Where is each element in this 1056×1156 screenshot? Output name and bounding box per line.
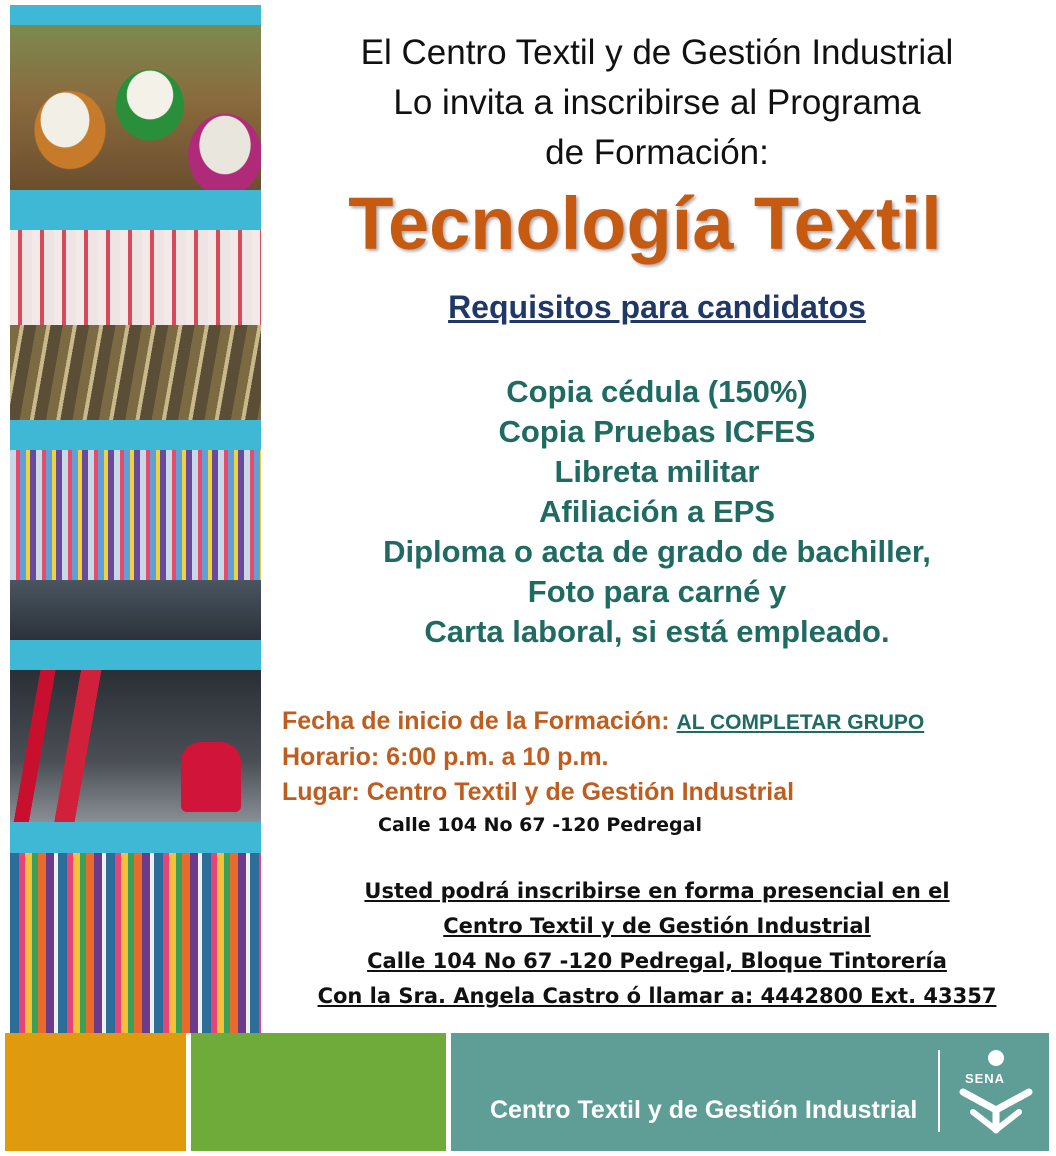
requirement-item: Afiliación a EPS bbox=[538, 494, 775, 529]
registration-line-3: Calle 104 No 67 -120 Pedregal, Bloque Tintorería bbox=[367, 949, 947, 973]
footer-divider bbox=[938, 1050, 940, 1132]
dyeing-plant-photo bbox=[10, 670, 261, 822]
program-details bbox=[282, 704, 924, 810]
footer-orange-block bbox=[5, 1033, 186, 1151]
intro-line-2: Lo invita a inscribirse al Programa bbox=[393, 83, 921, 122]
schedule: Horario: 6:00 p.m. a 10 p.m. bbox=[282, 743, 609, 771]
requirement-item: Libreta militar bbox=[554, 454, 760, 489]
intro-line-1: El Centro Textil y de Gestión Industrial bbox=[360, 33, 954, 72]
intro-line-3: de Formación: bbox=[545, 133, 769, 172]
footer-green-block bbox=[191, 1033, 446, 1151]
program-title: Tecnología Textil bbox=[348, 182, 942, 265]
requirement-item: Diploma o acta de grado de bachiller, bbox=[383, 534, 931, 569]
requirement-item: Carta laboral, si está empleado. bbox=[424, 614, 890, 649]
footer-center-name: Centro Textil y de Gestión Industrial bbox=[490, 1096, 918, 1124]
start-date-row bbox=[282, 704, 924, 740]
red-fabric-pile bbox=[181, 742, 241, 812]
intro-text bbox=[262, 28, 1052, 178]
start-date-value: AL COMPLETAR GRUPO bbox=[676, 711, 925, 734]
registration-line-1: Usted podrá inscribirse en forma presencial en el bbox=[364, 879, 950, 903]
sena-logo-icon bbox=[955, 1048, 1037, 1134]
requirement-item: Copia cédula (150%) bbox=[506, 374, 808, 409]
thread-spools-photo bbox=[10, 450, 261, 640]
requirements-heading: Requisitos para candidatos bbox=[448, 289, 866, 325]
spinning-machines-photo bbox=[10, 230, 261, 420]
registration-line-4: Con la Sra. Angela Castro ó llamar a: 4442800 Ext. 43357 bbox=[317, 984, 997, 1008]
place: Lugar: Centro Textil y de Gestión Industrial bbox=[282, 778, 795, 806]
registration-info bbox=[262, 874, 1052, 1014]
spinning-floor bbox=[10, 325, 261, 420]
requirement-item: Copia Pruebas ICFES bbox=[498, 414, 816, 449]
address: Calle 104 No 67 -120 Pedregal bbox=[378, 814, 702, 836]
cotton-bags-photo bbox=[10, 25, 261, 190]
photo-strip bbox=[10, 5, 261, 1028]
registration-line-2: Centro Textil y de Gestión Industrial bbox=[443, 914, 871, 938]
requirement-item: Foto para carné y bbox=[527, 574, 787, 609]
start-date-label: Fecha de inicio de la Formación: bbox=[282, 707, 670, 735]
sena-logo-text: SENA bbox=[964, 1071, 1006, 1086]
requirements-list bbox=[262, 372, 1052, 652]
spool-machine-base bbox=[10, 580, 261, 640]
colorful-fabrics-photo bbox=[10, 853, 261, 1033]
